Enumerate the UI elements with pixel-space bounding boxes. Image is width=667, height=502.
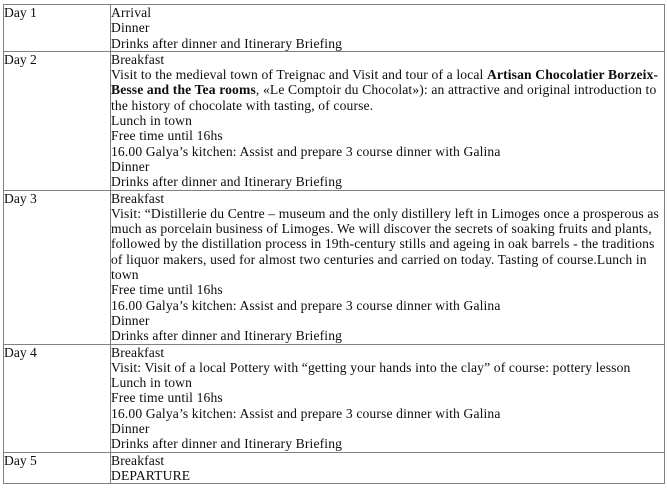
activity-line: 16.00 Galya’s kitchen: Assist and prepare 3 course dinner with Galina (111, 143, 501, 159)
activity-line: 16.00 Galya’s kitchen: Assist and prepare 3 course dinner with Galina (111, 297, 501, 313)
day-cell (4, 51, 111, 190)
activity-line: Free time until 16hs (111, 282, 223, 298)
activity-line: Free time until 16hs (111, 128, 223, 144)
day-cell (4, 344, 111, 452)
table-row (4, 344, 665, 452)
activity-text-pre: Visit to the medieval town of Treignac and Visit and tour of a local (111, 67, 487, 83)
activities-cell (111, 452, 665, 484)
day-cell (4, 5, 111, 52)
day-label: Day 4 (4, 344, 37, 360)
table-row (4, 5, 665, 52)
day-label: Day 5 (4, 452, 37, 468)
table-row (4, 51, 665, 190)
activities-cell (111, 344, 665, 452)
activity-line: Dinner (111, 20, 150, 36)
activity-line: DEPARTURE (111, 467, 191, 483)
activities-cell (111, 51, 665, 190)
itinerary-table-body (4, 5, 665, 484)
day-label: Day 3 (4, 190, 37, 206)
table-row (4, 190, 665, 344)
day-label: Day 1 (4, 5, 37, 20)
day-label: Day 2 (4, 51, 37, 67)
activity-line: Dinner (111, 312, 150, 328)
activities-cell (111, 190, 665, 344)
activity-line: Dinner (111, 421, 150, 437)
activity-line: Drinks after dinner and Itinerary Briefing (111, 174, 343, 190)
activity-line: Visit: “Distillerie du Centre – museum and the only distillery left in Limoges once a prosperous as much as porcelain business of Limoges. We will discover the secrets of soaking fruits and plants, followed by the distillation process in 19th-century stills and ageing in oak barrels - the traditions of liquor makers, used for almost two centuries and carried on today. Tasting of course.Lunch in town (111, 205, 659, 283)
activity-line: Visit: Visit of a local Pottery with “getting your hands into the clay” of course: pottery lesson (111, 359, 631, 375)
activity-line: Arrival (111, 5, 152, 20)
day-cell (4, 452, 111, 484)
day-cell (4, 190, 111, 344)
activity-line: Breakfast (111, 452, 165, 468)
itinerary-table (3, 4, 665, 484)
activity-line: Lunch in town (111, 375, 193, 391)
activity-line: Breakfast (111, 344, 165, 360)
activities-cell (111, 5, 665, 52)
activity-line: Drinks after dinner and Itinerary Briefing (111, 328, 343, 344)
activity-text-post: , «Le Comptoir du Chocolat»): an attractive and original introduction to the history of chocolate with tasting, of course. (111, 82, 657, 113)
activity-text-emphasis: Artisan Chocolatier Borzeix-Besse and the Tea rooms (111, 67, 659, 98)
activity-line: Drinks after dinner and Itinerary Briefing (111, 35, 343, 51)
activity-line: Breakfast (111, 190, 165, 206)
table-row (4, 452, 665, 484)
activity-line: Dinner (111, 158, 150, 174)
activity-line: 16.00 Galya’s kitchen: Assist and prepare 3 course dinner with Galina (111, 405, 501, 421)
activity-line: Free time until 16hs (111, 390, 223, 406)
activity-line: Breakfast (111, 51, 165, 67)
activity-line (111, 67, 664, 113)
activity-line: Lunch in town (111, 113, 193, 129)
activity-line: Drinks after dinner and Itinerary Briefing (111, 436, 343, 452)
